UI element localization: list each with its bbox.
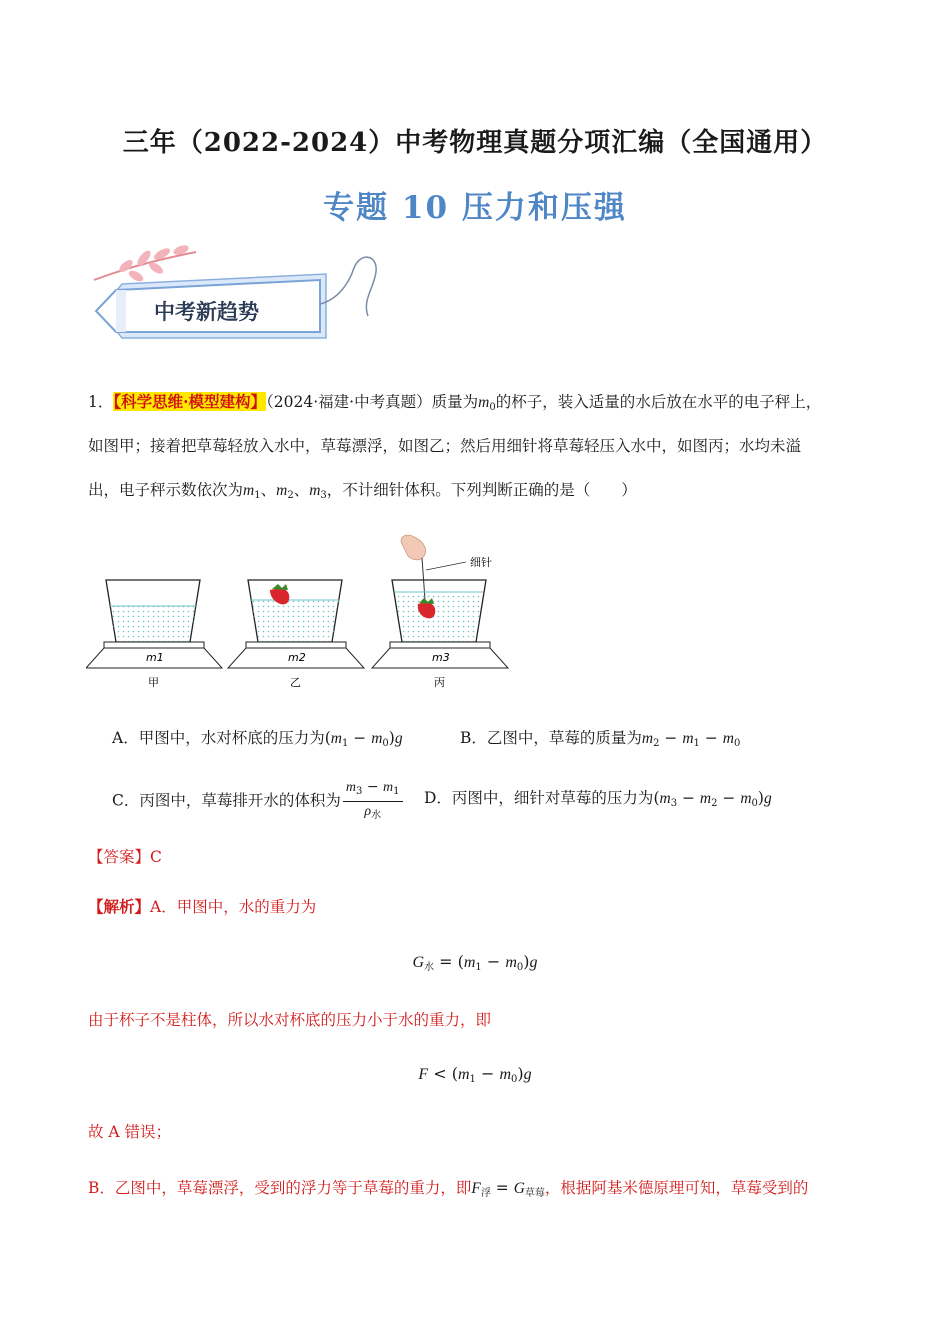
option-c: C．丙图中，草莓排开水的体积为 $\frac{m_3 - m_1}{\rho_水}$ bbox=[112, 778, 405, 818]
equation-water-weight: $G_水 = (m_1 - m_0)g$ bbox=[412, 952, 538, 973]
topic-title: 专题 10 压力和压强 bbox=[323, 190, 627, 226]
question-line-3: 出，电子秤示数依次为$m_1$、$m_2$、$m_3$，不计细针体积。下列判断正确的是（ ） bbox=[88, 481, 637, 501]
analysis-line-4: B．乙图中，草莓漂浮，受到的浮力等于草莓的重力，即$F_浮 = G_{草莓}$，根据阿基米德原理可知，草莓受到的 bbox=[88, 1179, 809, 1199]
trend-banner bbox=[86, 238, 396, 348]
question-tag: 【科学思维·模型建构】 bbox=[113, 392, 267, 411]
question-line-2: 如图甲；接着把草莓轻放入水中，草莓漂浮，如图乙；然后用细针将草莓轻压入水中，如图丙；水均未溢 bbox=[88, 437, 802, 455]
analysis-line-1: 【解析】A．甲图中，水的重力为 bbox=[88, 897, 317, 916]
experiment-figure bbox=[86, 534, 526, 694]
leaf-icon bbox=[117, 244, 190, 284]
needle-label: 细针 bbox=[470, 556, 492, 569]
answer-line bbox=[88, 847, 162, 867]
scale-label-2: m2 bbox=[288, 651, 306, 664]
answer-value: C bbox=[150, 848, 162, 866]
volume-fraction: $\frac{m_3 - m_1}{\rho_水}$ bbox=[343, 778, 403, 825]
equation-pressure-force: $F < (m_1 - m_0)g$ bbox=[418, 1064, 532, 1085]
hand-icon bbox=[401, 535, 425, 560]
question-number: 1． bbox=[88, 393, 114, 411]
question-source: （2024·福建·中考真题） bbox=[266, 393, 432, 411]
analysis-label: 【解析】 bbox=[88, 897, 151, 916]
question-line-1: 1．【科学思维·模型建构】（2024·福建·中考真题）质量为$m_0$的杯子，装入适量的水后放在水平的电子秤上， bbox=[88, 392, 822, 413]
string-icon bbox=[320, 257, 376, 316]
option-d: D．丙图中，细针对草莓的压力为$(m_3 - m_2 - m_0)g$ bbox=[424, 789, 772, 809]
option-a: A．甲图中，水对杯底的压力为$(m_1 - m_0)g$ bbox=[112, 729, 403, 749]
main-title: 三年（2022-2024）中考物理真题分项汇编（全国通用） bbox=[122, 128, 828, 158]
scale-label-1: m1 bbox=[146, 651, 164, 664]
figure-label-bing: 丙 bbox=[434, 676, 445, 689]
scale-label-3: m3 bbox=[432, 651, 450, 664]
figure-label-yi: 乙 bbox=[290, 676, 301, 689]
option-b: B．乙图中，草莓的质量为$m_2 - m_1 - m_0$ bbox=[460, 729, 741, 749]
analysis-line-2: 由于杯子不是柱体，所以水对杯底的压力小于水的重力，即 bbox=[88, 1011, 492, 1029]
analysis-line-3: 故 A 错误； bbox=[88, 1123, 172, 1141]
trend-banner-label: 中考新趋势 bbox=[154, 300, 259, 324]
answer-label: 【答案】 bbox=[88, 848, 151, 866]
figure-label-jia: 甲 bbox=[148, 676, 159, 689]
